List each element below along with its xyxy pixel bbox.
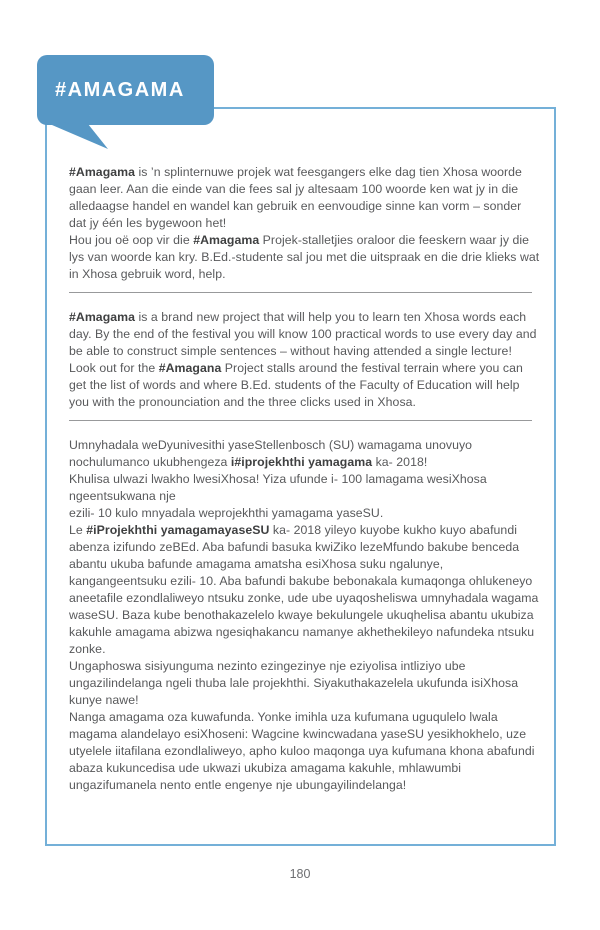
paragraph: Khulisa ulwazi lwakho lwesiXhosa! Yiza ufunde i- 100 lamagama wesiXhosa ngeentsukwana nje: [69, 472, 487, 503]
paragraph: Ungaphoswa sisiyunguma nezinto ezingezinye nje eziyolisa intliziyo ube ungazilindelanga ngeli thuba lale projekhthi. Siyakuthakazelela ukufunda isiXhosa kunye nawe!: [69, 659, 519, 707]
bubble-title: #AMAGAMA: [55, 78, 185, 101]
paragraph: Nanga amagama oza kuwafunda. Yonke imihla uza kufumana uguqulelo lwala magama alandelayo esiXhoseni: Wagcine kwincwadana yaseSU yesikhokhelo, uze utyelele iitafilana ezondlaliweyo, apho kuloo maqonga uya kufumana khona abafundi abaza kukuncedisa ude ukwazi ukubiza amagama kakuhle, mhlawumbi ungazifumanela nento entle engenye nje ubungayilindelanga!: [69, 710, 535, 792]
paragraph: ezili- 10 kulo mnyadala weprojekhthi yamagama yaseSU.: [69, 506, 384, 520]
text-sections: [69, 164, 540, 794]
amagama-speech-bubble: [37, 55, 214, 125]
paragraph: Umnyhadala weDyunivesithi yaseStellenbosch (SU) wamagama unovuyo nochulumanco ukubhengeza i#iprojekhthi yamagama ka- 2018!: [69, 438, 473, 469]
section-divider: [69, 292, 532, 293]
paragraph: Hou jou oë oop vir die #Amagama Projek-stalletjies oraloor die feeskern waar jy die lys van woorde kan kry. B.Ed.-studente sal jou met die uitspraak en die drie klieks wat in Xhosa gebruik word, help.: [69, 233, 540, 281]
speech-bubble-tail-icon: [40, 121, 115, 153]
section-divider: [69, 420, 532, 421]
paragraph: #Amagama is ’n splinternuwe projek wat feesgangers elke dag tien Xhosa woorde gaan leer. Aan die einde van die fees sal jy altesaam 100 woorde ken wat jy in die alledaagse handel en wandel kan gebruik en eenvoudige sinne kan vorm – sonder dat jy één les bygewoon het!: [69, 165, 522, 230]
paragraph: Look out for the #Amagana Project stalls around the festival terrain where you can get the list of words and where B.Ed. students of the Faculty of Education will help you with the pronounciation and the three clicks used in Xhosa.: [69, 361, 523, 409]
text-section-xhosa: [69, 437, 540, 794]
paragraph: Le #iProjekhthi yamagamayaseSU ka- 2018 yileyo kuyobe kukho kuyo abafundi abenza izifundo zeBEd. Aba bafundi basuka kwiZiko lezeMfundo bakube benceda abantu ukuba bafunde amagama amatsha esiXhosa suku ngalunye, kangangeentsuku ezili- 10. Aba bafundi bakube bebonakala kumaqonga ohlukeneyo aneetafile ezondlaliweyo ntsuku zonke, ude ube uyaqosheliswa umnyhadala wagama waseSU. Baza kube benothakazelelo kwaye bekulungele ukuqhelisa abantu ukubiza kakuhle amagama abizwa ngesiqhakancu namanye akhethekileyo nafundeka ntsuku zonke.: [69, 523, 539, 656]
text-section-afrikaans: [69, 164, 540, 283]
text-section-english: [69, 309, 540, 411]
page-number: 180: [289, 867, 311, 881]
paragraph: #Amagama is a brand new project that will help you to learn ten Xhosa words each day. By the end of the festival you will know 100 practical words to use every day and be able to construct simple sentences – without having attended a single lecture!: [69, 310, 537, 358]
content-box: [45, 107, 556, 846]
